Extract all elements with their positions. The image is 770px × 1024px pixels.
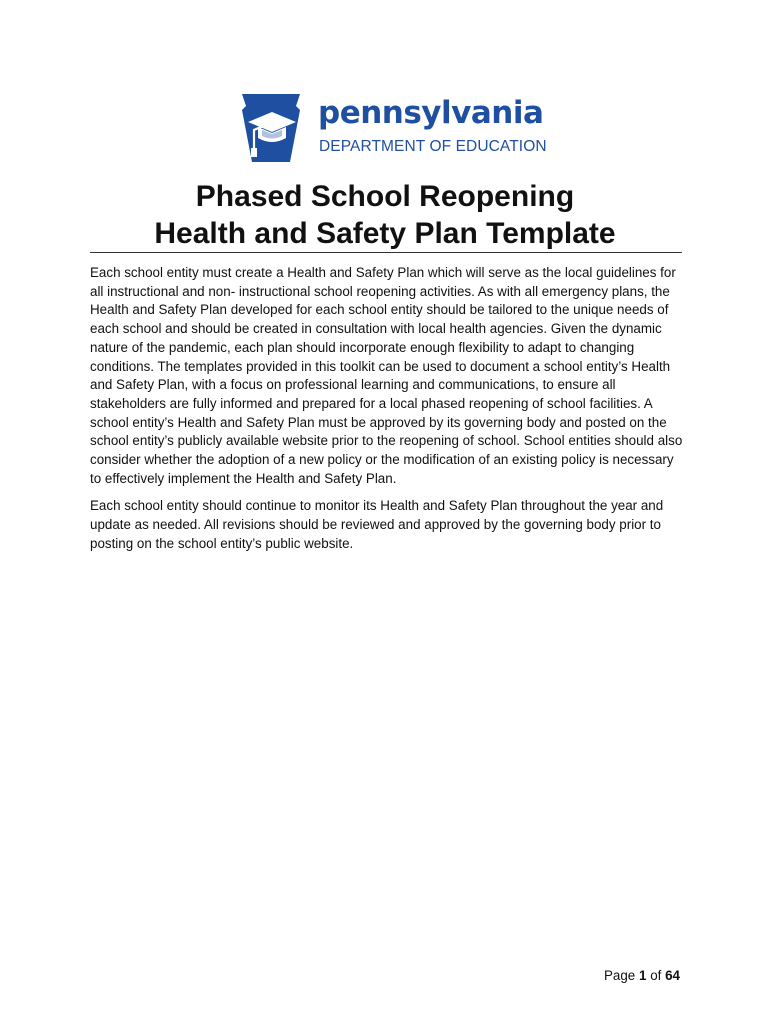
total-pages-number: 64 [665, 968, 680, 983]
title-line-2: Health and Safety Plan Template [154, 217, 616, 250]
page-number-footer [604, 968, 680, 983]
title-divider [90, 252, 682, 253]
paragraph-2: Each school entity should continue to monitor its Health and Safety Plan throughout the year and update as needed. All revisions should be reviewed and approved by the governing body prior to posting on the school entity’s public website. [90, 498, 664, 551]
logo-name: pennsylvania [318, 95, 544, 131]
current-page-number: 1 [639, 968, 647, 983]
paragraph-1: Each school entity must create a Health and Safety Plan which will serve as the local guidelines for all instructional and non- instructional school reopening activities. As with all emergency plans, the Health and Safety Plan developed for each school entity should be tailored to the unique needs of each school and should be created in consultation with local health agencies. Given the dynamic nature of the pandemic, each plan should incorporate enough flexibility to adapt to changing conditions. The templates provided in this toolkit can be used to document a school entity’s Health and Safety Plan, with a focus on professional learning and communications, to ensure all stakeholders are fully informed and prepared for a local phased reopening of school facilities. A school entity’s Health and Safety Plan must be approved by its governing body and posted on the school entity’s publicly available website prior to the reopening of school. School entities should also consider whether the adoption of a new policy or the modification of an existing policy is necessary to effectively implement the Health and Safety Plan. [90, 265, 683, 486]
keystone-graduation-cap-icon [238, 92, 304, 164]
logo-subtitle: DEPARTMENT OF EDUCATION [319, 138, 547, 155]
pa-education-logo [238, 92, 547, 166]
of-word: of [650, 968, 662, 983]
page-title [90, 178, 680, 252]
body-text [90, 264, 686, 563]
page-word: Page [603, 968, 636, 983]
title-line-1: Phased School Reopening [195, 180, 575, 213]
